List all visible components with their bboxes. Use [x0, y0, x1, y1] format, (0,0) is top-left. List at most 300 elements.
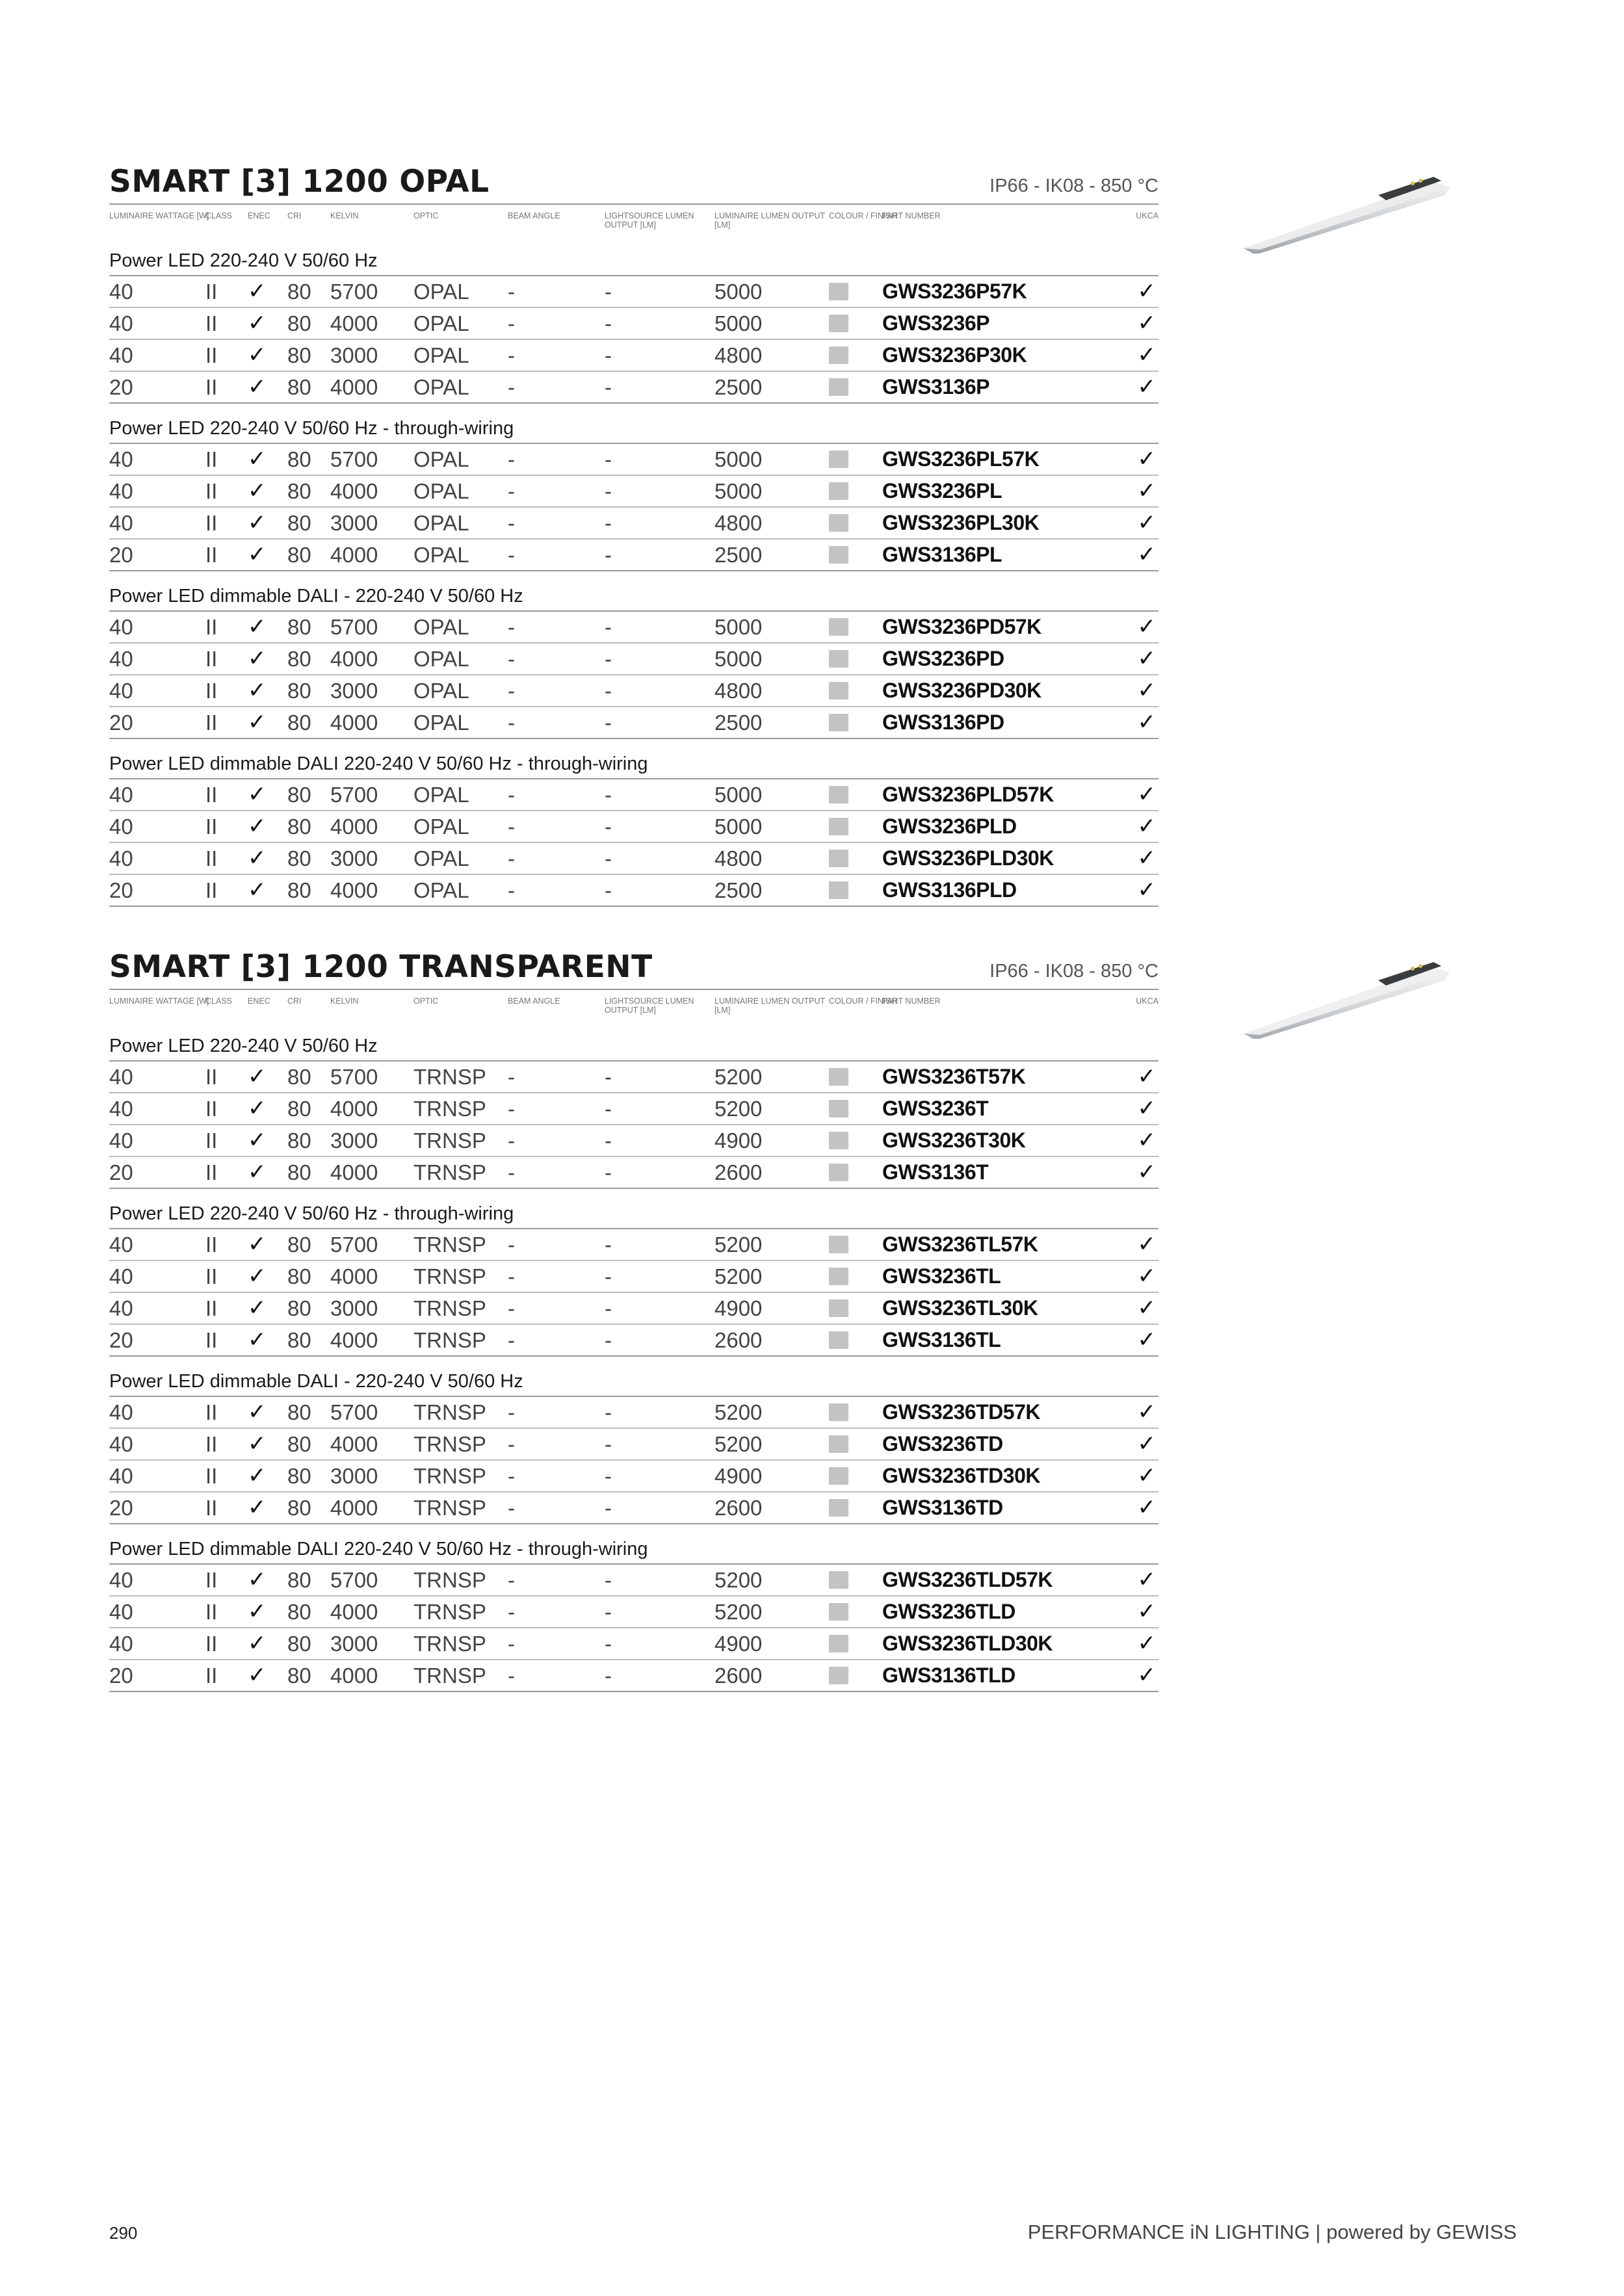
cell-class: II — [205, 1663, 218, 1688]
cell-lightsource-lumen: - — [605, 311, 612, 335]
cell-beam-angle: - — [508, 1328, 515, 1352]
cell-luminaire-lumen: 4800 — [714, 511, 763, 535]
part-number: GWS3236PD57K — [882, 615, 1041, 638]
part-number: GWS3236TL — [882, 1264, 1001, 1288]
enec-check-icon: ✓ — [248, 1231, 267, 1257]
cell-class: II — [205, 878, 218, 902]
cell-cri: 80 — [287, 280, 311, 304]
part-number: GWS3236TL30K — [882, 1296, 1038, 1320]
cell-beam-angle: - — [508, 1065, 515, 1089]
cell-kelvin: 3000 — [330, 679, 378, 703]
cell-wattage: 40 — [109, 846, 133, 870]
group-title: Power LED 220-240 V 50/60 Hz — [109, 1021, 1159, 1062]
table-row — [109, 1597, 1159, 1628]
cell-class: II — [205, 447, 218, 471]
cell-class: II — [205, 783, 218, 807]
cell-wattage: 20 — [109, 878, 133, 902]
product-section-opal — [109, 164, 1159, 907]
section-title: SMART [3] 1200 TRANSPARENT — [109, 949, 653, 985]
cell-luminaire-lumen: 2500 — [714, 375, 763, 399]
column-header-optic: OPTIC — [413, 211, 439, 220]
enec-check-icon: ✓ — [248, 1567, 267, 1593]
enec-check-icon: ✓ — [248, 1662, 267, 1688]
cell-wattage: 40 — [109, 815, 133, 839]
enec-check-icon: ✓ — [248, 374, 267, 400]
cell-lightsource-lumen: - — [605, 1328, 612, 1352]
cell-luminaire-lumen: 2600 — [714, 1160, 763, 1184]
colour-swatch — [829, 378, 848, 396]
column-header-kelvin: KELVIN — [330, 211, 359, 220]
cell-optic: OPAL — [413, 783, 469, 807]
enec-check-icon: ✓ — [248, 1630, 267, 1656]
cell-optic: OPAL — [413, 280, 469, 304]
cell-kelvin: 3000 — [330, 1464, 378, 1488]
table-row — [109, 644, 1159, 675]
cell-optic: TRNSP — [413, 1632, 486, 1656]
column-header-colour: COLOUR / FINISH — [829, 211, 897, 220]
cell-optic: OPAL — [413, 679, 469, 703]
cell-class: II — [205, 1496, 218, 1520]
cell-lightsource-lumen: - — [605, 1663, 612, 1688]
colour-swatch — [829, 1164, 848, 1181]
cell-lightsource-lumen: - — [605, 1296, 612, 1320]
part-number: GWS3236T — [882, 1097, 989, 1120]
part-number: GWS3236PL57K — [882, 447, 1040, 471]
cell-cri: 80 — [287, 1432, 311, 1456]
cell-beam-angle: - — [508, 479, 515, 503]
ukca-check-icon: ✓ — [1137, 1063, 1156, 1089]
enec-check-icon: ✓ — [248, 510, 267, 536]
cell-luminaire-lumen: 4800 — [714, 679, 763, 703]
cell-kelvin: 4000 — [330, 479, 378, 503]
cell-wattage: 40 — [109, 615, 133, 639]
column-header-wattage: LUMINAIRE WATTAGE [W] — [109, 997, 209, 1006]
cell-beam-angle: - — [508, 615, 515, 639]
cell-optic: OPAL — [413, 479, 469, 503]
part-number: GWS3136TD — [882, 1496, 1003, 1519]
table-row — [109, 1229, 1159, 1261]
cell-wattage: 40 — [109, 311, 133, 335]
enec-check-icon: ✓ — [248, 342, 267, 368]
group-title: Power LED dimmable DALI - 220-240 V 50/60 Hz — [109, 571, 1159, 612]
cell-class: II — [205, 1464, 218, 1488]
cell-kelvin: 4000 — [330, 647, 378, 671]
part-number: GWS3236TD — [882, 1432, 1003, 1455]
part-number: GWS3236P30K — [882, 343, 1027, 367]
cell-optic: OPAL — [413, 511, 469, 535]
cell-luminaire-lumen: 5200 — [714, 1400, 763, 1424]
cell-class: II — [205, 1065, 218, 1089]
table-row — [109, 1493, 1159, 1524]
cell-class: II — [205, 511, 218, 535]
colour-swatch — [829, 1132, 848, 1149]
cell-kelvin: 5700 — [330, 447, 378, 471]
group-title: Power LED 220-240 V 50/60 Hz — [109, 236, 1159, 276]
cell-lightsource-lumen: - — [605, 647, 612, 671]
cell-cri: 80 — [287, 1632, 311, 1656]
cell-luminaire-lumen: 4900 — [714, 1128, 763, 1153]
cell-lightsource-lumen: - — [605, 1632, 612, 1656]
cell-class: II — [205, 679, 218, 703]
cell-optic: OPAL — [413, 447, 469, 471]
cell-beam-angle: - — [508, 447, 515, 471]
ukca-check-icon: ✓ — [1137, 845, 1156, 871]
cell-lightsource-lumen: - — [605, 1128, 612, 1153]
ukca-check-icon: ✓ — [1137, 781, 1156, 807]
cell-beam-angle: - — [508, 1600, 515, 1624]
table-row — [109, 1461, 1159, 1493]
cell-class: II — [205, 1432, 218, 1456]
product-group — [109, 571, 1159, 739]
cell-kelvin: 4000 — [330, 1160, 378, 1184]
cell-class: II — [205, 1400, 218, 1424]
column-header-cri: CRI — [287, 211, 302, 220]
column-header-optic: OPTIC — [413, 997, 439, 1006]
cell-cri: 80 — [287, 311, 311, 335]
cell-wattage: 40 — [109, 343, 133, 367]
cell-beam-angle: - — [508, 1568, 515, 1592]
ukca-check-icon: ✓ — [1137, 677, 1156, 703]
part-number: GWS3236PD — [882, 647, 1004, 670]
cell-wattage: 20 — [109, 1496, 133, 1520]
enec-check-icon: ✓ — [248, 614, 267, 640]
cell-optic: TRNSP — [413, 1160, 486, 1184]
cell-luminaire-lumen: 5000 — [714, 647, 763, 671]
group-title: Power LED dimmable DALI 220-240 V 50/60 Hz - through-wiring — [109, 739, 1159, 779]
group-title: Power LED 220-240 V 50/60 Hz - through-wiring — [109, 404, 1159, 444]
cell-cri: 80 — [287, 815, 311, 839]
cell-optic: OPAL — [413, 815, 469, 839]
cell-wattage: 40 — [109, 1097, 133, 1121]
colour-swatch — [829, 1236, 848, 1253]
cell-cri: 80 — [287, 711, 311, 735]
column-header-part: PART NUMBER — [882, 211, 941, 220]
cell-beam-angle: - — [508, 511, 515, 535]
column-header-cri: CRI — [287, 997, 302, 1006]
ukca-check-icon: ✓ — [1137, 877, 1156, 903]
cell-class: II — [205, 1097, 218, 1121]
part-number: GWS3136T — [882, 1160, 989, 1184]
cell-lightsource-lumen: - — [605, 878, 612, 902]
ukca-check-icon: ✓ — [1137, 1494, 1156, 1520]
cell-cri: 80 — [287, 1328, 311, 1352]
cell-beam-angle: - — [508, 311, 515, 335]
cell-wattage: 20 — [109, 1663, 133, 1688]
cell-beam-angle: - — [508, 1296, 515, 1320]
part-number: GWS3136TL — [882, 1328, 1001, 1351]
cell-wattage: 40 — [109, 1264, 133, 1288]
cell-luminaire-lumen: 5200 — [714, 1233, 763, 1257]
colour-swatch — [829, 1403, 848, 1421]
colour-swatch — [829, 1603, 848, 1621]
footer-brand: PERFORMANCE iN LIGHTING | powered by GEWISS — [1027, 2221, 1517, 2243]
cell-cri: 80 — [287, 1128, 311, 1153]
colour-swatch — [829, 482, 848, 500]
colour-swatch — [829, 1499, 848, 1517]
cell-wattage: 40 — [109, 511, 133, 535]
cell-class: II — [205, 543, 218, 567]
cell-optic: TRNSP — [413, 1296, 486, 1320]
cell-class: II — [205, 479, 218, 503]
table-row — [109, 1660, 1159, 1692]
cell-optic: TRNSP — [413, 1600, 486, 1624]
luminaire-image — [1238, 954, 1456, 1039]
cell-lightsource-lumen: - — [605, 479, 612, 503]
ukca-check-icon: ✓ — [1137, 1095, 1156, 1121]
part-number: GWS3136P — [882, 375, 989, 398]
enec-check-icon: ✓ — [248, 845, 267, 871]
enec-check-icon: ✓ — [248, 813, 267, 839]
part-number: GWS3236T30K — [882, 1128, 1026, 1152]
cell-wattage: 40 — [109, 1400, 133, 1424]
table-row — [109, 1093, 1159, 1125]
cell-class: II — [205, 1160, 218, 1184]
cell-wattage: 20 — [109, 375, 133, 399]
cell-kelvin: 4000 — [330, 1097, 378, 1121]
cell-luminaire-lumen: 2600 — [714, 1328, 763, 1352]
cell-lightsource-lumen: - — [605, 846, 612, 870]
ukca-check-icon: ✓ — [1137, 1463, 1156, 1489]
cell-luminaire-lumen: 5000 — [714, 311, 763, 335]
ukca-check-icon: ✓ — [1137, 1231, 1156, 1257]
cell-kelvin: 5700 — [330, 615, 378, 639]
cell-luminaire-lumen: 5000 — [714, 447, 763, 471]
cell-class: II — [205, 375, 218, 399]
ukca-check-icon: ✓ — [1137, 1598, 1156, 1624]
cell-beam-angle: - — [508, 375, 515, 399]
cell-kelvin: 4000 — [330, 711, 378, 735]
cell-kelvin: 4000 — [330, 815, 378, 839]
ukca-check-icon: ✓ — [1137, 1431, 1156, 1457]
cell-beam-angle: - — [508, 280, 515, 304]
cell-class: II — [205, 711, 218, 735]
cell-cri: 80 — [287, 479, 311, 503]
cell-luminaire-lumen: 2500 — [714, 711, 763, 735]
cell-beam-angle: - — [508, 783, 515, 807]
enec-check-icon: ✓ — [248, 278, 267, 304]
colour-swatch — [829, 346, 848, 364]
cell-kelvin: 4000 — [330, 543, 378, 567]
part-number: GWS3236P — [882, 311, 989, 335]
colour-swatch — [829, 682, 848, 699]
column-header-wattage: LUMINAIRE WATTAGE [W] — [109, 211, 209, 220]
ukca-check-icon: ✓ — [1137, 614, 1156, 640]
part-number: GWS3136PD — [882, 711, 1004, 734]
cell-optic: TRNSP — [413, 1432, 486, 1456]
cell-wattage: 20 — [109, 1328, 133, 1352]
cell-wattage: 40 — [109, 783, 133, 807]
cell-wattage: 20 — [109, 543, 133, 567]
table-row — [109, 1397, 1159, 1429]
ukca-check-icon: ✓ — [1137, 1263, 1156, 1289]
enec-check-icon: ✓ — [248, 1399, 267, 1425]
ukca-check-icon: ✓ — [1137, 374, 1156, 400]
table-row — [109, 276, 1159, 308]
colour-swatch — [829, 1467, 848, 1485]
ukca-check-icon: ✓ — [1137, 1327, 1156, 1353]
colour-swatch — [829, 650, 848, 668]
product-group — [109, 1357, 1159, 1524]
cell-luminaire-lumen: 2600 — [714, 1663, 763, 1688]
cell-lightsource-lumen: - — [605, 679, 612, 703]
cell-wattage: 40 — [109, 1128, 133, 1153]
column-header-beam: BEAM ANGLE — [508, 211, 560, 220]
cell-cri: 80 — [287, 647, 311, 671]
enec-check-icon: ✓ — [248, 781, 267, 807]
product-group — [109, 1189, 1159, 1357]
cell-luminaire-lumen: 5200 — [714, 1065, 763, 1089]
ukca-check-icon: ✓ — [1137, 646, 1156, 672]
ukca-check-icon: ✓ — [1137, 1127, 1156, 1153]
cell-kelvin: 5700 — [330, 1400, 378, 1424]
table-row — [109, 1293, 1159, 1325]
part-number: GWS3136PLD — [882, 878, 1017, 902]
cell-kelvin: 4000 — [330, 1600, 378, 1624]
cell-kelvin: 3000 — [330, 846, 378, 870]
cell-beam-angle: - — [508, 1632, 515, 1656]
cell-luminaire-lumen: 5200 — [714, 1600, 763, 1624]
cell-class: II — [205, 280, 218, 304]
table-row — [109, 1261, 1159, 1293]
cell-class: II — [205, 1600, 218, 1624]
colour-swatch — [829, 881, 848, 899]
group-title: Power LED dimmable DALI 220-240 V 50/60 Hz - through-wiring — [109, 1524, 1159, 1565]
column-header-lum_lumen: LUMINAIRE LUMEN OUTPUT [LM] — [714, 211, 825, 229]
cell-cri: 80 — [287, 543, 311, 567]
column-header-ls_lumen: LIGHTSOURCE LUMEN OUTPUT [LM] — [605, 997, 694, 1015]
section-header — [109, 950, 1159, 989]
table-row — [109, 1062, 1159, 1093]
cell-lightsource-lumen: - — [605, 815, 612, 839]
table-row — [109, 540, 1159, 571]
cell-cri: 80 — [287, 447, 311, 471]
cell-lightsource-lumen: - — [605, 280, 612, 304]
enec-check-icon: ✓ — [248, 1127, 267, 1153]
cell-cri: 80 — [287, 1065, 311, 1089]
table-row — [109, 1565, 1159, 1597]
cell-optic: TRNSP — [413, 1400, 486, 1424]
cell-kelvin: 4000 — [330, 1663, 378, 1688]
cell-lightsource-lumen: - — [605, 1160, 612, 1184]
colour-swatch — [829, 1299, 848, 1317]
cell-beam-angle: - — [508, 846, 515, 870]
product-group — [109, 1021, 1159, 1189]
column-header-beam: BEAM ANGLE — [508, 997, 560, 1006]
column-header-kelvin: KELVIN — [330, 997, 359, 1006]
protection-rating: IP66 - IK08 - 850 °C — [989, 961, 1159, 982]
cell-kelvin: 5700 — [330, 783, 378, 807]
cell-class: II — [205, 1632, 218, 1656]
section-header — [109, 164, 1159, 203]
cell-luminaire-lumen: 4800 — [714, 343, 763, 367]
colour-swatch — [829, 1268, 848, 1285]
cell-cri: 80 — [287, 878, 311, 902]
cell-kelvin: 5700 — [330, 1568, 378, 1592]
cell-lightsource-lumen: - — [605, 1400, 612, 1424]
cell-wattage: 40 — [109, 479, 133, 503]
ukca-check-icon: ✓ — [1137, 478, 1156, 504]
column-headers — [109, 989, 1159, 1021]
cell-cri: 80 — [287, 679, 311, 703]
cell-luminaire-lumen: 2500 — [714, 878, 763, 902]
part-number: GWS3236P57K — [882, 280, 1027, 303]
product-group — [109, 739, 1159, 907]
cell-optic: OPAL — [413, 878, 469, 902]
enec-check-icon: ✓ — [248, 646, 267, 672]
column-header-enec: ENEC — [248, 211, 270, 220]
cell-lightsource-lumen: - — [605, 543, 612, 567]
table-row — [109, 1157, 1159, 1189]
colour-swatch — [829, 1068, 848, 1086]
cell-cri: 80 — [287, 511, 311, 535]
table-row — [109, 1628, 1159, 1660]
table-row — [109, 779, 1159, 811]
cell-kelvin: 4000 — [330, 1432, 378, 1456]
cell-beam-angle: - — [508, 1128, 515, 1153]
cell-beam-angle: - — [508, 1432, 515, 1456]
colour-swatch — [829, 450, 848, 468]
cell-cri: 80 — [287, 783, 311, 807]
table-row — [109, 811, 1159, 843]
cell-kelvin: 5700 — [330, 1233, 378, 1257]
enec-check-icon: ✓ — [248, 1463, 267, 1489]
cell-optic: OPAL — [413, 846, 469, 870]
cell-wattage: 40 — [109, 280, 133, 304]
cell-optic: TRNSP — [413, 1264, 486, 1288]
cell-beam-angle: - — [508, 1400, 515, 1424]
table-row — [109, 476, 1159, 508]
table-row — [109, 1325, 1159, 1357]
enec-check-icon: ✓ — [248, 1095, 267, 1121]
cell-cri: 80 — [287, 343, 311, 367]
cell-class: II — [205, 647, 218, 671]
column-header-colour: COLOUR / FINISH — [829, 997, 897, 1006]
section-title: SMART [3] 1200 OPAL — [109, 164, 490, 200]
cell-lightsource-lumen: - — [605, 343, 612, 367]
cell-kelvin: 3000 — [330, 343, 378, 367]
cell-class: II — [205, 1568, 218, 1592]
cell-luminaire-lumen: 4900 — [714, 1296, 763, 1320]
cell-luminaire-lumen: 5200 — [714, 1432, 763, 1456]
ukca-check-icon: ✓ — [1137, 1399, 1156, 1425]
part-number: GWS3236TLD57K — [882, 1568, 1053, 1591]
colour-swatch — [829, 1435, 848, 1453]
part-number: GWS3236TD57K — [882, 1400, 1040, 1424]
cell-wattage: 40 — [109, 647, 133, 671]
colour-swatch — [829, 1571, 848, 1589]
column-header-class: CLASS — [205, 211, 232, 220]
ukca-check-icon: ✓ — [1137, 709, 1156, 735]
enec-check-icon: ✓ — [248, 1598, 267, 1624]
group-title: Power LED dimmable DALI - 220-240 V 50/60 Hz — [109, 1357, 1159, 1397]
colour-swatch — [829, 618, 848, 636]
product-group — [109, 404, 1159, 571]
part-number: GWS3236PLD57K — [882, 783, 1054, 806]
ukca-check-icon: ✓ — [1137, 446, 1156, 472]
cell-lightsource-lumen: - — [605, 1097, 612, 1121]
cell-lightsource-lumen: - — [605, 783, 612, 807]
cell-kelvin: 5700 — [330, 1065, 378, 1089]
cell-lightsource-lumen: - — [605, 1233, 612, 1257]
part-number: GWS3236PLD30K — [882, 846, 1054, 870]
colour-swatch — [829, 818, 848, 835]
cell-wattage: 40 — [109, 1432, 133, 1456]
cell-cri: 80 — [287, 1296, 311, 1320]
cell-cri: 80 — [287, 375, 311, 399]
cell-beam-angle: - — [508, 1264, 515, 1288]
column-header-ukca: UKCA — [1136, 211, 1159, 220]
colour-swatch — [829, 1667, 848, 1684]
